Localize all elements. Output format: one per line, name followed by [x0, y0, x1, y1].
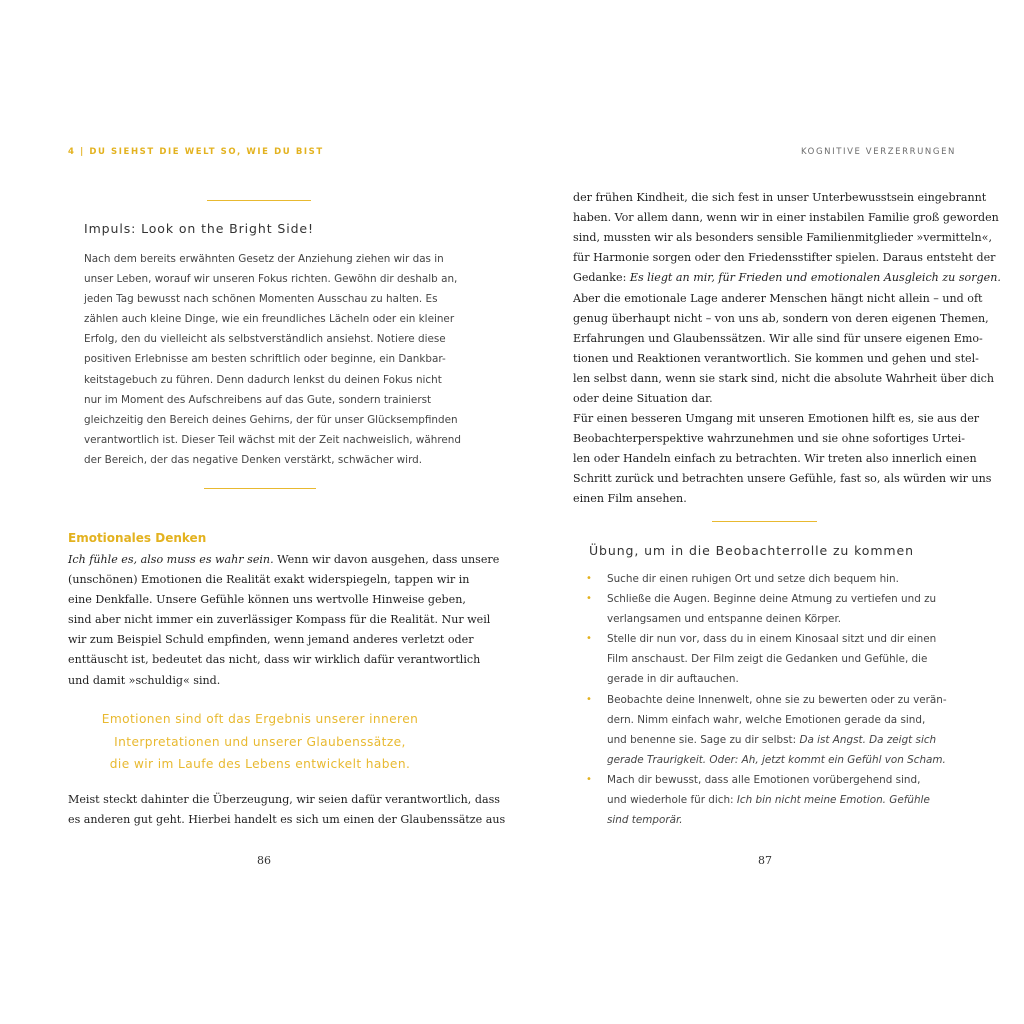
section-heading: Emotionales Denken: [68, 531, 207, 545]
box-bottom-rule: [204, 488, 316, 489]
running-head-right: KOGNITIVE VERZERRUNGEN: [800, 147, 956, 157]
body-line: oder deine Situation dar.: [573, 392, 713, 406]
body-line: (unschönen) Emotionen die Realität exakt widerspiegeln, tappen wir in: [68, 573, 470, 587]
box-line: keitstagebuch zu führen. Denn dadurch lenkst du deinen Fokus nicht: [84, 373, 442, 386]
running-head-left: 4 | DU SIEHST DIE WELT SO, WIE DU BIST: [68, 147, 324, 157]
list-line: verlangsamen und entspanne deinen Körper.: [607, 613, 842, 626]
list-line: • Schließe die Augen. Beginne deine Atmung zu vertiefen und zu: [607, 593, 937, 606]
impulse-box-title: Impuls: Look on the Bright Side!: [84, 221, 314, 236]
list-line: • Mach dir bewusst, dass alle Emotionen vorübergehend sind,: [607, 773, 921, 786]
list-line: • Beobachte deine Innenwelt, ohne sie zu bewerten oder zu verän-: [607, 693, 947, 706]
list-line-plain: und benenne sie. Sage zu dir selbst:: [607, 733, 800, 746]
body-line: haben. Vor allem dann, wenn wir in einer instabilen Familie groß geworden: [573, 211, 999, 225]
body-line: einen Film ansehen.: [573, 492, 687, 506]
list-item: [586, 690, 947, 770]
quote-line: die wir im Laufe des Lebens entwickelt haben.: [109, 757, 411, 772]
body-line: Schritt zurück und betrachten unsere Gefühle, fast so, als würden wir uns: [573, 472, 992, 486]
list-item: [586, 629, 947, 689]
box-line: nur im Moment des Aufschreibens auf das Gute, sondern trainierst: [84, 393, 432, 406]
body-line: eine Denkfalle. Unsere Gefühle können uns wertvolle Hinweise geben,: [68, 593, 466, 607]
exercise-steps: [586, 569, 947, 830]
body-line: Aber die emotionale Lage anderer Menschen hängt nicht allein – und oft: [573, 292, 983, 305]
italic-lead: Ich fühle es, also muss es wahr sein.: [68, 553, 274, 566]
body-line: Erfahrungen und Glaubenssätzen. Wir alle sind für unsere eigenen Emo-: [573, 332, 983, 346]
box-line: Erfolg, den du vielleicht als selbstverständlich ansiehst. Notiere diese: [84, 333, 446, 346]
quote-line: Interpretationen und unserer Glaubenssätze,: [114, 734, 406, 749]
exercise-top-rule: [712, 521, 817, 522]
body-paragraph-2: [68, 790, 506, 830]
body-line: len selbst dann, wenn sie stark sind, nicht die absolute Wahrheit über dich: [573, 372, 994, 386]
exercise-title: Übung, um in die Beobachterrolle zu kommen: [589, 543, 914, 558]
list-line: dern. Nimm einfach wahr, welche Emotionen gerade da sind,: [607, 713, 926, 726]
body-line: der frühen Kindheit, die sich fest in unser Unterbewusstsein eingebrannt: [573, 191, 987, 204]
body-line: sind, mussten wir als besonders sensible Familienmitglieder »vermitteln«,: [573, 231, 992, 245]
italic-thought: Es liegt an mir, für Frieden und emotionalen Ausgleich zu sorgen.: [629, 271, 1001, 285]
list-line-italic: gerade Traurigkeit. Oder: Ah, jetzt kommt ein Gefühl von Scham.: [607, 753, 946, 766]
list-line: • Stelle dir nun vor, dass du in einem Kinosaal sitzt und dir einen: [607, 633, 937, 646]
body-line: wir zum Beispiel Schuld empfinden, wenn jemand anderes verletzt oder: [68, 633, 474, 647]
list-line-italic: sind temporär.: [607, 814, 683, 827]
list-line-italic: Da ist Angst. Da zeigt sich: [799, 733, 937, 746]
box-line: jeden Tag bewusst nach schönen Momenten Ausschau zu halten. Es: [84, 293, 438, 306]
body-line: tionen und Reaktionen verantwortlich. Sie kommen und gehen und stel-: [573, 352, 979, 366]
box-line: positiven Erlebnisse am besten schriftlich oder beginne, ein Dankbar-: [84, 353, 446, 366]
box-line: verantwortlich ist. Dieser Teil wächst mit der Zeit nachweislich, während: [84, 433, 461, 446]
list-line-plain: und wiederhole für dich:: [607, 794, 737, 807]
body-line: enttäuscht ist, bedeutet das nicht, dass wir wirklich dafür verantwortlich: [68, 653, 481, 667]
body-line: len oder Handeln einfach zu betrachten. Wir treten also innerlich einen: [573, 452, 977, 466]
body-line: sind aber nicht immer ein zuverlässiger Kompass für die Realität. Nur weil: [68, 613, 491, 627]
box-top-rule: [207, 200, 311, 201]
right-page: [512, 0, 1024, 1024]
right-paragraph-3: [573, 409, 992, 509]
body-paragraph-1: [68, 550, 500, 691]
box-line: der Bereich, der das negative Denken verstärkt, schwächer wird.: [84, 453, 423, 466]
body-line: für Harmonie sorgen oder den Friedensstifter spielen. Daraus entsteht der: [573, 251, 996, 265]
page-number-right: 87: [758, 854, 772, 867]
impulse-box-text: [84, 249, 461, 470]
box-line: gleichzeitig den Bereich deines Gehirns, der für unser Glücksempfinden: [84, 413, 458, 426]
box-line: Nach dem bereits erwähnten Gesetz der Anziehung ziehen wir das in: [84, 253, 444, 265]
body-line: es anderen gut geht. Hierbei handelt es sich um einen der Glaubenssätze aus: [68, 813, 506, 827]
page-number-left: 86: [257, 854, 271, 867]
list-line: gerade in dir auftauchen.: [607, 673, 739, 686]
list-item: [586, 569, 947, 589]
body-line: Für einen besseren Umgang mit unseren Emotionen hilft es, sie aus der: [573, 412, 980, 425]
body-line: Meist steckt dahinter die Überzeugung, wir seien dafür verantwortlich, dass: [68, 793, 500, 806]
line-prefix: Gedanke:: [573, 271, 630, 285]
body-line: und damit »schuldig« sind.: [68, 673, 221, 687]
right-paragraph-2: [573, 289, 994, 410]
right-paragraph-1: [573, 188, 1001, 288]
line-rest: Wenn wir davon ausgehen, dass unsere: [273, 553, 500, 566]
list-line: • Suche dir einen ruhigen Ort und setze dich bequem hin.: [607, 573, 899, 585]
list-line-italic: Ich bin nicht meine Emotion. Gefühle: [736, 794, 930, 807]
list-item: [586, 589, 947, 629]
body-line: genug überhaupt nicht – von uns ab, sondern von deren eigenen Themen,: [573, 312, 989, 326]
quote-line: Emotionen sind oft das Ergebnis unserer inneren: [101, 712, 419, 726]
box-line: zählen auch kleine Dinge, wie ein freundliches Lächeln oder ein kleiner: [84, 313, 455, 326]
list-item: [586, 770, 947, 830]
box-line: unser Leben, worauf wir unseren Fokus richten. Gewöhn dir deshalb an,: [84, 273, 458, 286]
body-line: Beobachterperspektive wahrzunehmen und sie ohne sofortiges Urtei-: [573, 432, 966, 446]
list-line: Film anschaust. Der Film zeigt die Gedanken und Gefühle, die: [607, 653, 928, 666]
pull-quote: [68, 708, 452, 776]
